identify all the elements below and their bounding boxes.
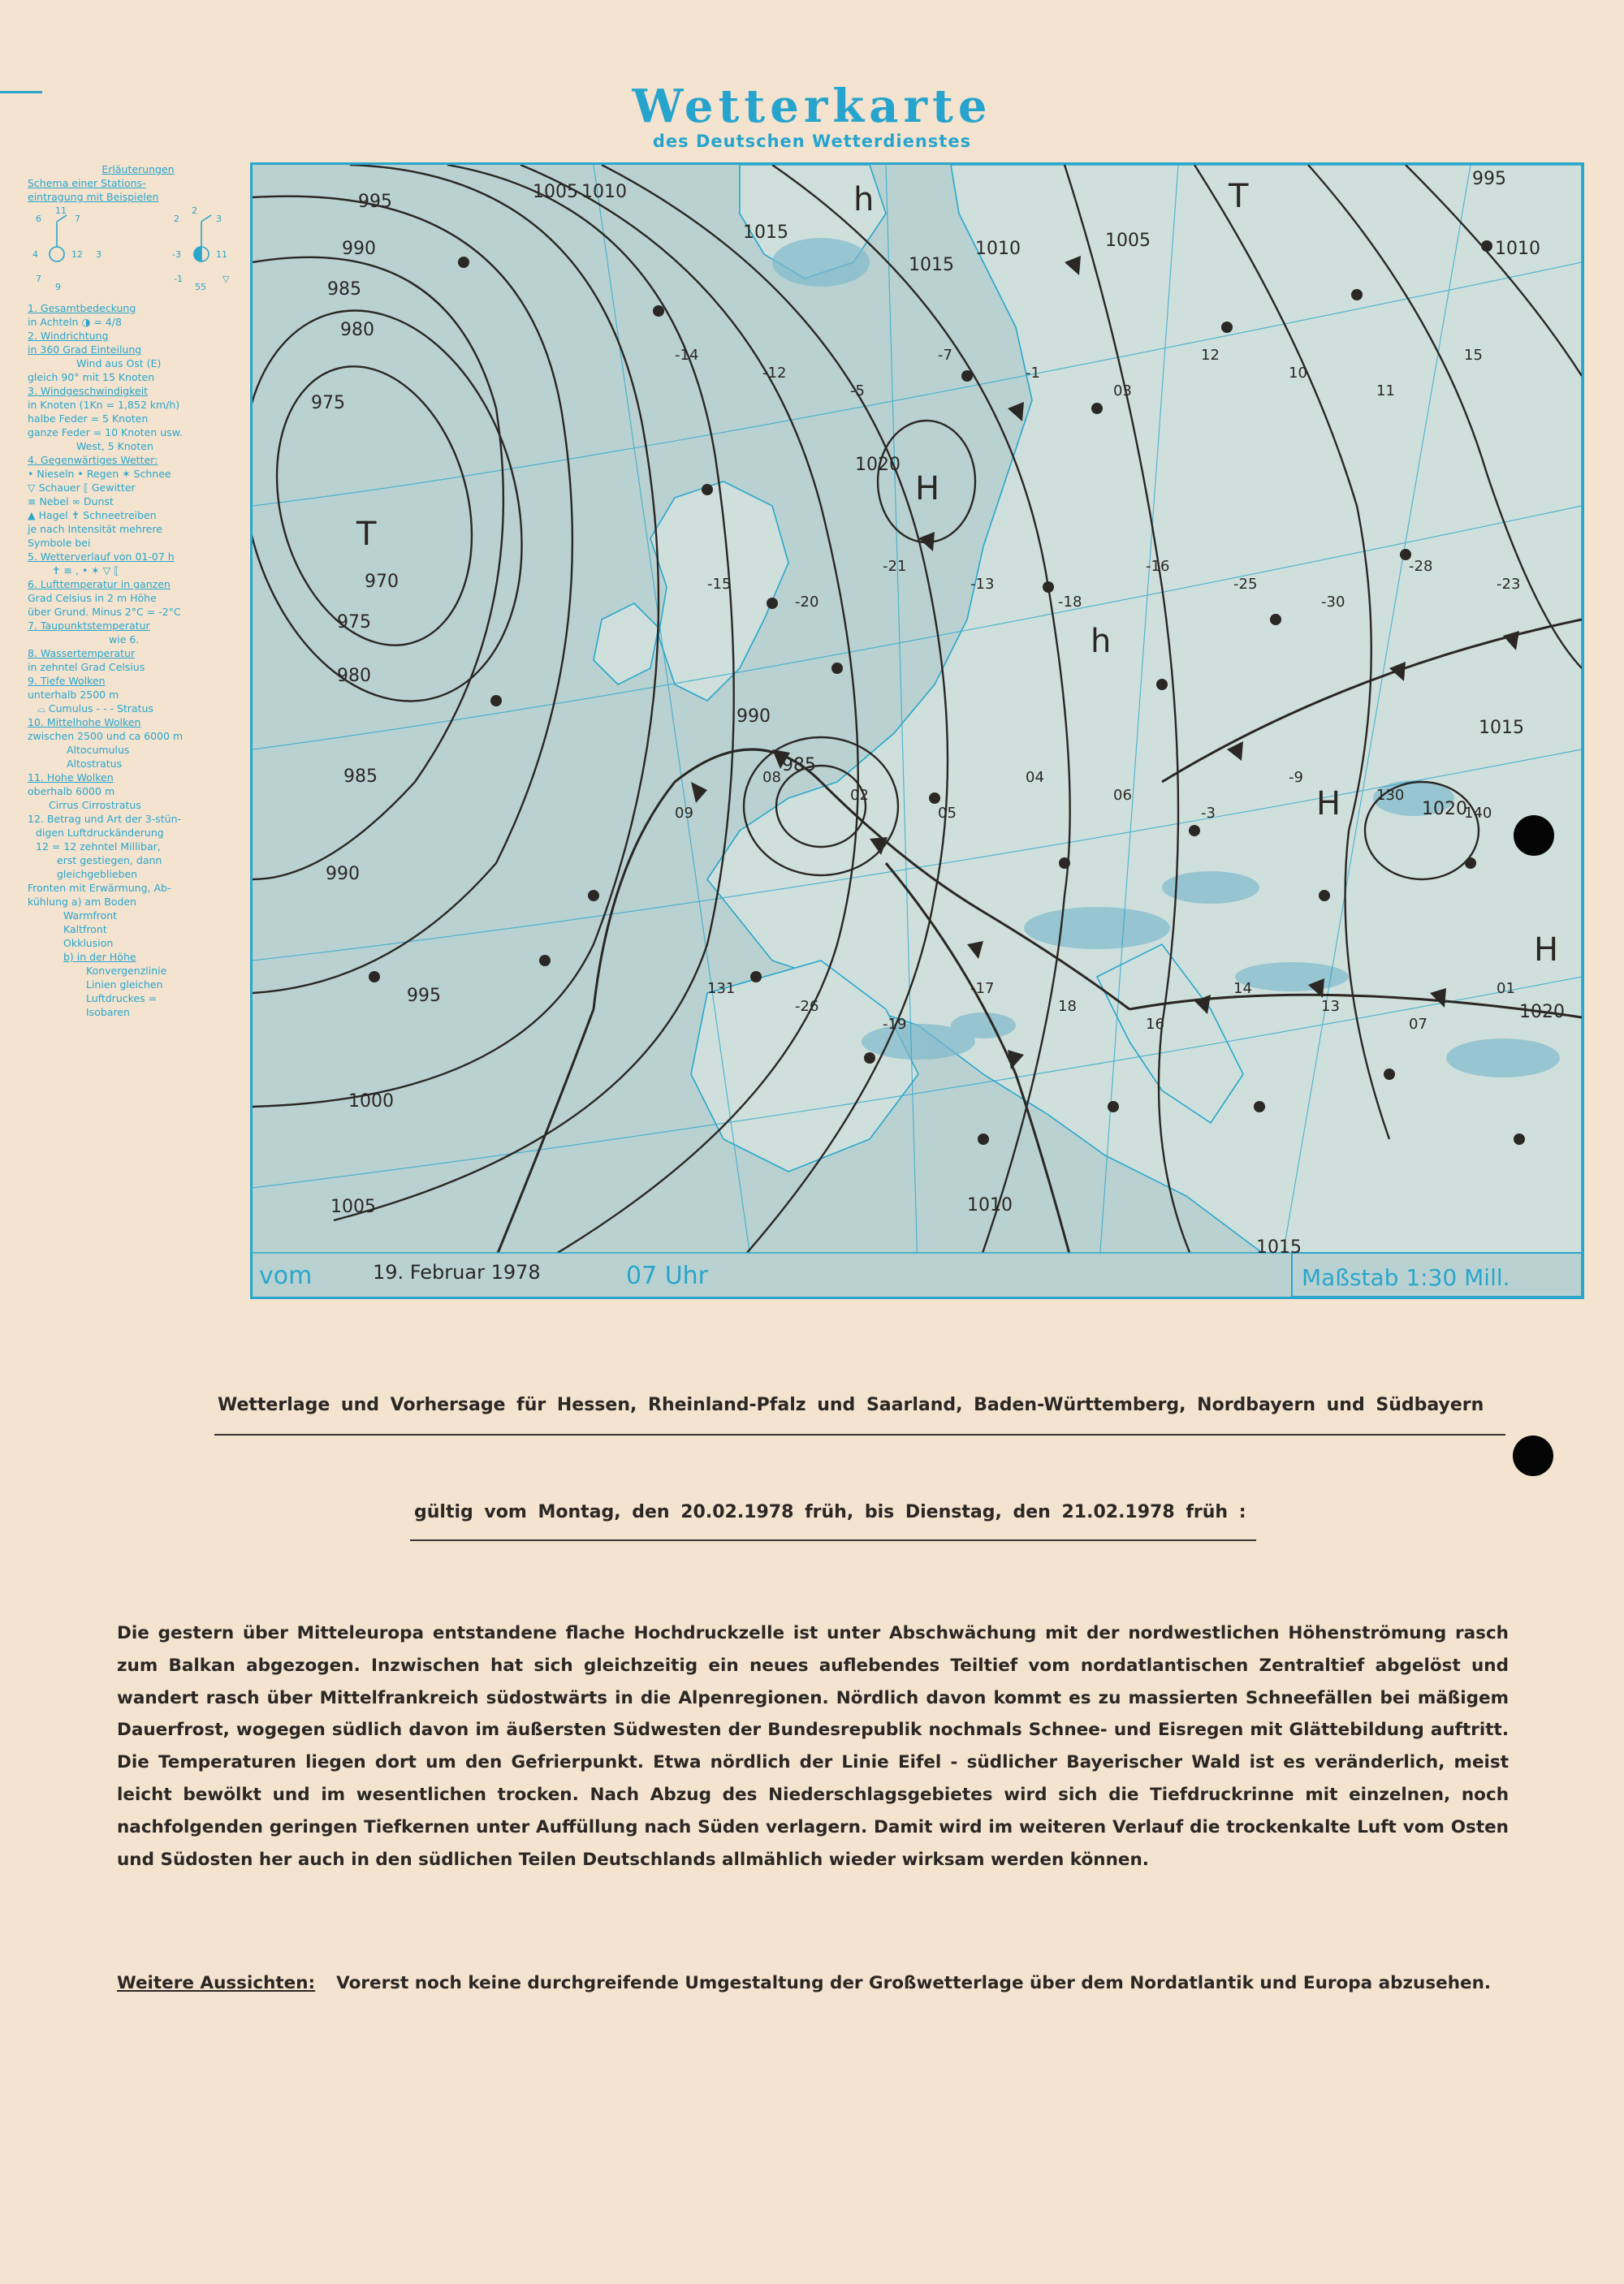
map-legend xyxy=(28,162,248,1307)
outlook-label: Weitere Aussichten: xyxy=(117,1973,316,1993)
legend-item: 1. Gesamtbedeckung xyxy=(28,302,136,314)
station xyxy=(653,305,664,317)
date-prefix: vom xyxy=(259,1262,313,1290)
svg-text:4: 4 xyxy=(32,249,38,260)
svg-text:7: 7 xyxy=(75,214,80,224)
station xyxy=(1108,1101,1119,1112)
station xyxy=(1091,403,1103,414)
legend-item: 3. Windgeschwindigkeit xyxy=(28,385,149,397)
station-value: 131 xyxy=(707,980,736,997)
pressure-center-label: T xyxy=(356,516,377,553)
station-model-example xyxy=(28,204,248,301)
svg-text:-1: -1 xyxy=(174,274,183,284)
map-scale: Maßstab 1:30 Mill. xyxy=(1302,1264,1510,1291)
station-value: 11 xyxy=(1376,382,1395,399)
station-value: -18 xyxy=(1058,594,1082,611)
punch-hole xyxy=(1514,815,1554,856)
legend-item: Cirrus Cirrostratus xyxy=(49,799,141,811)
ireland-shape xyxy=(594,603,659,684)
station-value: 16 xyxy=(1146,1016,1164,1033)
station xyxy=(961,370,973,382)
legend-item: oberhalb 6000 m xyxy=(28,785,115,797)
isobar-label: 1005 xyxy=(330,1197,376,1217)
legend-item: über Grund. Minus 2°C = -2°C xyxy=(28,606,181,618)
station-value: 15 xyxy=(1464,347,1483,364)
station-value: 01 xyxy=(1497,980,1515,997)
station xyxy=(1270,614,1281,625)
legend-item: halbe Feder = 5 Knoten xyxy=(28,412,149,425)
station-value: 14 xyxy=(1233,980,1252,997)
station-value: -5 xyxy=(850,382,865,399)
isobar-label: 985 xyxy=(343,766,378,787)
station xyxy=(1043,581,1054,593)
station-value: -21 xyxy=(883,558,907,575)
station-value: -14 xyxy=(675,347,699,364)
svg-text:11: 11 xyxy=(55,205,67,216)
legend-item: Wind aus Ost (E) xyxy=(76,357,162,369)
front-triangle xyxy=(691,782,707,803)
svg-text:55: 55 xyxy=(195,282,206,292)
isobar-label: 1020 xyxy=(1422,799,1467,819)
isobar-label: 980 xyxy=(337,666,371,686)
outlook-text: Vorerst noch keine durchgreifende Umgestaltung der Großwetterlage über dem Nordatlantik und Europa abzusehen. xyxy=(336,1973,1492,1993)
map-date: 19. Februar 1978 xyxy=(373,1261,541,1284)
legend-item: ▽ Schauer ⟦ Gewitter xyxy=(28,481,136,494)
legend-item: Altocumulus xyxy=(67,744,130,756)
station-value: -30 xyxy=(1321,594,1345,611)
station-value: 07 xyxy=(1409,1016,1427,1033)
relief-area xyxy=(1446,1038,1560,1077)
legend-item: wie 6. xyxy=(109,633,140,645)
map-time: 07 Uhr xyxy=(626,1262,709,1290)
station-value: 02 xyxy=(850,787,869,804)
forecast-paragraph: Die gestern über Mitteleuropa entstandene flache Hochdruckzelle ist unter Abschwächung mit der nordwestlichen Höhenströmung rasch zum Balkan abgezogen. Inzwischen hat sich gleichzeitig ein neues auflebendes Teiltief vom nordatlantischen Zentraltief abgelöst und wandert rasch über Mittelfrankreich südostwärts in die Alpenregionen. Nördlich davon kommt es zu massierten Schneefällen bei mäßigem Dauerfrost, wogegen südlich davon im äußersten Südwesten der Bundesrepublik nochmals Schnee- und Eisregen mit Glättebildung auftritt. Die Temperaturen liegen dort um den Gefrierpunkt. Etwa nördlich der Linie Eifel - südlicher Bayerischer Wald ist es veränderlich, meist leicht bewölkt und im wesentlichen trocken. Nach Abzug des Niederschlagsgebietes wird sich die Tiefdruckrinne mit einzelnen, noch nachfolgenden geringen Tiefkernen unter Auffüllung nach Süden verlagern. Damit wird im weiteren Verlauf die trockenkalte Luft vom Osten und Südosten her auch in den südlichen Teilen Deutschlands allmählich wieder wirksam werden können. xyxy=(117,1623,1509,1870)
station xyxy=(1384,1069,1395,1080)
isobar xyxy=(253,165,659,1107)
relief-area xyxy=(951,1012,1016,1038)
pressure-center-label: h xyxy=(853,181,875,218)
isobar-label: 1005 xyxy=(533,182,578,202)
station-value: 08 xyxy=(762,769,781,786)
station xyxy=(1319,890,1330,901)
isobar-label: 1020 xyxy=(855,455,901,475)
forecast-region-heading: Wetterlage und Vorhersage für Hessen, Rheinland-Pfalz und Saarland, Baden-Württemberg, Nordbayern und Südbayern xyxy=(218,1395,1484,1415)
isobar xyxy=(253,279,564,733)
station-value: 09 xyxy=(675,805,693,822)
legend-item: 6. Lufttemperatur in ganzen xyxy=(28,578,171,590)
page-title: Wetterkarte xyxy=(632,80,992,133)
station-value: 10 xyxy=(1289,365,1307,382)
relief-area xyxy=(1235,962,1349,991)
svg-text:11: 11 xyxy=(216,249,227,260)
station xyxy=(490,695,502,706)
legend-item: ≡ Nebel ∞ Dunst xyxy=(28,495,114,507)
station-value: 140 xyxy=(1464,805,1492,822)
isobar-label: 995 xyxy=(1472,169,1506,189)
station xyxy=(702,484,713,495)
station-value: -7 xyxy=(938,347,952,364)
station xyxy=(1351,289,1363,300)
legend-item: 2. Windrichtung xyxy=(28,330,109,342)
pressure-center-label: T xyxy=(1229,178,1249,215)
legend-item: Symbole bei xyxy=(28,537,91,549)
svg-text:6: 6 xyxy=(36,214,41,224)
legend-item: 10. Mittelhohe Wolken xyxy=(28,716,141,728)
isobar-label: 990 xyxy=(736,706,771,727)
legend-item: ganze Feder = 10 Knoten usw. xyxy=(28,426,183,438)
legend-item: ✝ ≡ , • ✶ ▽ ⟦ xyxy=(52,564,119,576)
station xyxy=(1514,1133,1525,1145)
legend-item: Konvergenzlinie xyxy=(86,965,167,977)
isobar-label: 1015 xyxy=(909,255,954,275)
legend-item: in Achteln ◑ = 4/8 xyxy=(28,316,122,328)
station xyxy=(369,971,380,982)
station-value: -3 xyxy=(1201,805,1216,822)
isobar-label: 990 xyxy=(342,239,376,259)
station xyxy=(978,1133,989,1145)
legend-item: 9. Tiefe Wolken xyxy=(28,675,106,687)
isobar-label: 995 xyxy=(407,986,441,1006)
legend-item: eintragung mit Beispielen xyxy=(28,191,159,203)
legend-item: 4. Gegenwärtiges Wetter: xyxy=(28,454,158,466)
pressure-center-label: h xyxy=(1091,623,1112,660)
alps-relief xyxy=(1024,907,1170,949)
legend-item: in zehntel Grad Celsius xyxy=(28,661,145,673)
station-value: -26 xyxy=(795,998,819,1015)
heading-rule xyxy=(410,1539,1256,1541)
isobar-label: 985 xyxy=(782,755,816,775)
legend-item: in 360 Grad Einteilung xyxy=(28,343,142,356)
legend-item: erst gestiegen, dann xyxy=(57,854,162,866)
isobar-label: 1015 xyxy=(743,222,788,243)
isobar-label: 980 xyxy=(340,320,374,340)
pressure-center-label: H xyxy=(1534,931,1559,969)
legend-item: unterhalb 2500 m xyxy=(28,689,119,701)
station-value: -13 xyxy=(970,576,995,593)
station xyxy=(1059,857,1070,869)
svg-text:-3: -3 xyxy=(172,249,181,260)
legend-item: digen Luftdruckänderung xyxy=(36,827,164,839)
station xyxy=(750,971,762,982)
legend-item: Linien gleichen xyxy=(86,978,163,991)
page-subtitle: des Deutschen Wetterdienstes xyxy=(652,132,972,151)
svg-text:2: 2 xyxy=(192,205,197,216)
svg-text:7: 7 xyxy=(36,274,41,284)
station-value: -12 xyxy=(762,365,787,382)
station-value: -19 xyxy=(883,1016,907,1033)
legend-item: ▲ Hagel ✝ Schneetreiben xyxy=(28,509,157,521)
isobar-label: 995 xyxy=(358,192,392,212)
front-triangle xyxy=(1008,402,1024,421)
station xyxy=(1221,322,1233,333)
isobar xyxy=(253,257,503,879)
legend-item: in Knoten (1Kn = 1,852 km/h) xyxy=(28,399,180,411)
isobar-label: 975 xyxy=(311,393,345,413)
legend-item: 11. Hohe Wolken xyxy=(28,771,114,784)
legend-item: ⌓ Cumulus - - - Stratus xyxy=(37,702,153,715)
isobar-label: 1015 xyxy=(1256,1237,1302,1258)
isobar-label: 975 xyxy=(337,612,371,633)
station-value: 06 xyxy=(1113,787,1132,804)
legend-item: Schema einer Stations- xyxy=(28,177,146,189)
svg-text:▽: ▽ xyxy=(222,274,230,284)
station-value: -1 xyxy=(1026,365,1040,382)
heading-rule xyxy=(214,1434,1505,1436)
isobar-label: 1005 xyxy=(1105,231,1151,251)
legend-item: je nach Intensität mehrere xyxy=(28,523,162,535)
legend-item: 7. Taupunktstemperatur xyxy=(28,620,150,632)
station-value: 12 xyxy=(1201,347,1220,364)
outlook-line xyxy=(117,1973,1530,1993)
legend-item: zwischen 2500 und ca 6000 m xyxy=(28,730,184,742)
legend-item: Warmfront xyxy=(63,909,118,922)
station-value: -16 xyxy=(1146,558,1170,575)
legend-item: Kaltfront xyxy=(63,923,107,935)
station xyxy=(831,663,843,674)
station-value: -9 xyxy=(1289,769,1303,786)
station-value: -28 xyxy=(1409,558,1433,575)
svg-text:2: 2 xyxy=(174,214,179,224)
legend-item: • Nieseln • Regen ✶ Schnee xyxy=(28,468,171,480)
station xyxy=(1189,825,1200,836)
isobar-label: 990 xyxy=(326,864,360,884)
isobar-label: 1010 xyxy=(975,239,1021,259)
isobar-label: 1010 xyxy=(1495,239,1540,259)
station xyxy=(767,598,778,609)
isobar-label: 1015 xyxy=(1479,718,1524,738)
pressure-center-label: H xyxy=(915,470,940,507)
legend-item: gleichgeblieben xyxy=(57,868,138,880)
weather-map-graphic xyxy=(253,165,1582,1297)
relief-area xyxy=(772,238,870,287)
legend-item: b) in der Höhe xyxy=(63,951,136,963)
station xyxy=(864,1052,875,1064)
isobar-label: 985 xyxy=(327,279,361,300)
station-value: 05 xyxy=(938,805,957,822)
station-value: -23 xyxy=(1497,576,1521,593)
station-value: -15 xyxy=(707,576,732,593)
station-value: 13 xyxy=(1321,998,1340,1015)
isobar-label: 1010 xyxy=(967,1195,1013,1215)
station-value: -17 xyxy=(970,980,995,997)
pressure-center-label: H xyxy=(1316,785,1341,822)
svg-text:12: 12 xyxy=(71,249,83,260)
station xyxy=(1254,1101,1265,1112)
legend-item: gleich 90° mit 15 Knoten xyxy=(28,371,155,383)
longitude-line xyxy=(594,165,756,1297)
legend-item: Grad Celsius in 2 m Höhe xyxy=(28,592,157,604)
isobar-label: 970 xyxy=(365,572,399,592)
station xyxy=(1481,240,1492,252)
legend-item: Luftdruckes = xyxy=(86,992,158,1004)
legend-item: West, 5 Knoten xyxy=(76,440,153,452)
punch-hole xyxy=(1513,1436,1553,1476)
legend-item: 12. Betrag und Art der 3-stün- xyxy=(28,813,182,825)
station xyxy=(539,955,551,966)
svg-text:3: 3 xyxy=(96,249,102,260)
legend-heading: Erläuterungen xyxy=(102,163,175,175)
station xyxy=(929,792,940,804)
isobar-label: 1020 xyxy=(1519,1002,1565,1022)
legend-item: 8. Wassertemperatur xyxy=(28,647,136,659)
legend-item: Altostratus xyxy=(67,758,123,770)
isobar xyxy=(253,196,572,993)
isobar xyxy=(253,344,501,667)
legend-item: Fronten mit Erwärmung, Ab- xyxy=(28,882,171,894)
weather-map xyxy=(250,162,1584,1299)
station-value: -25 xyxy=(1233,576,1258,593)
legend-item: Okklusion xyxy=(63,937,114,949)
station xyxy=(458,257,469,268)
legend-item: kühlung a) am Boden xyxy=(28,896,137,908)
isobar-label: 1010 xyxy=(581,182,627,202)
station xyxy=(588,890,599,901)
station xyxy=(1156,679,1168,690)
station-value: -20 xyxy=(795,594,819,611)
svg-text:9: 9 xyxy=(55,282,61,292)
station-value: 130 xyxy=(1376,787,1405,804)
station-value: 18 xyxy=(1058,998,1077,1015)
svg-text:3: 3 xyxy=(216,214,222,224)
validity-heading: gültig vom Montag, den 20.02.1978 früh, bis Dienstag, den 21.02.1978 früh : xyxy=(414,1502,1246,1522)
legend-item: 12 = 12 zehntel Millibar, xyxy=(36,840,161,853)
station-value: 04 xyxy=(1026,769,1044,786)
station xyxy=(1465,857,1476,869)
legend-item: 5. Wetterverlauf von 01-07 h xyxy=(28,550,175,563)
legend-item: Isobaren xyxy=(86,1006,130,1018)
station-value: 03 xyxy=(1113,382,1132,399)
isobar-label: 1000 xyxy=(348,1091,394,1112)
